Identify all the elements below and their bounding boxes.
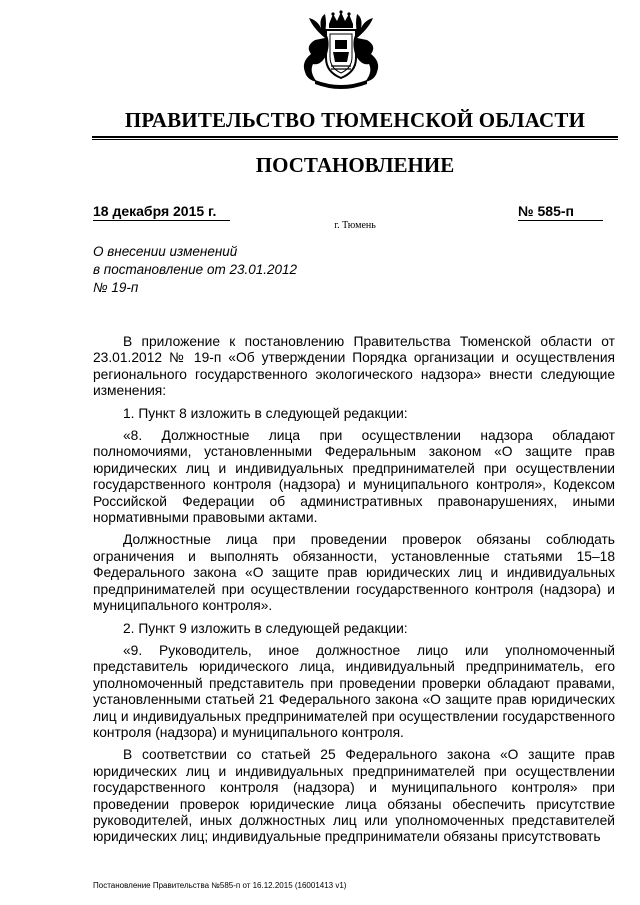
body-paragraph: 2. Пункт 9 изложить в следующей редакции:: [123, 620, 408, 636]
document-footer: Постановление Правительства №585-п от 16.12.2015 (16001413 v1): [93, 881, 347, 890]
subject-line: О внесении изменений: [93, 244, 238, 259]
document-body: [93, 334, 615, 852]
subject-line: № 19-п: [93, 280, 139, 295]
header-divider: [92, 136, 618, 140]
body-paragraph: «9. Руководитель, иное должностное лицо или уполномоченный представитель юридического лица, индивидуальный предприниматель, его уполномоченный представитель при проведении проверки обладают правами, установленными статьей 21 Федерального закона «О защите прав юридических лиц и индивидуальных предпринимателей при осуществлении государственного контроля (надзора) и муниципального контроля.: [93, 642, 615, 740]
document-subject: [93, 243, 297, 297]
document-type: ПОСТАНОВЛЕНИЕ: [255, 153, 455, 177]
body-paragraph: Должностные лица при проведении проверок обязаны соблюдать ограничения и выполнять обязанности, установленные статьями 15–18 Федерального закона «О защите прав юридических лиц и индивидуальных предпринимателей при осуществлении государственного контроля (надзора) и муниципального контроля».: [93, 532, 615, 614]
government-title: ПРАВИТЕЛЬСТВО ТЮМЕНСКОЙ ОБЛАСТИ: [124, 108, 586, 132]
body-paragraph: В приложение к постановлению Правительства Тюменской области от 23.01.2012 № 19-п «Об утверждении Порядка организации и осуществления регионального государственного экологического надзора» внести следующие изменения:: [93, 334, 615, 399]
document-city: г. Тюмень: [334, 220, 376, 231]
coat-of-arms-icon: [291, 10, 391, 92]
document-number: № 585-п: [518, 203, 603, 221]
body-paragraph: 1. Пункт 8 изложить в следующей редакции:: [123, 405, 408, 421]
subject-line: в постановление от 23.01.2012: [93, 262, 298, 277]
body-paragraph: «8. Должностные лица при осуществлении надзора обладают полномочиями, установленными Федеральным законом «О защите прав юридических лиц и индивидуальных предпринимателей при осуществлении государственного контроля (надзора) и муниципального контроля», Кодексом Российской Федерации об административных правонарушениях, иными нормативными правовыми актами.: [93, 428, 615, 526]
body-paragraph: В соответствии со статьей 25 Федерального закона «О защите прав юридических лиц и индивидуальных предпринимателей при осуществлении государственного контроля (надзора) и муниципального контроля» при проведении проверок юридические лица обязаны обеспечить присутствие руководителей, иных должностных лиц или уполномоченных представителей юридических лиц; индивидуальные предприниматели обязаны присутствовать: [93, 747, 615, 845]
document-date: 18 декабря 2015 г.: [93, 203, 230, 221]
